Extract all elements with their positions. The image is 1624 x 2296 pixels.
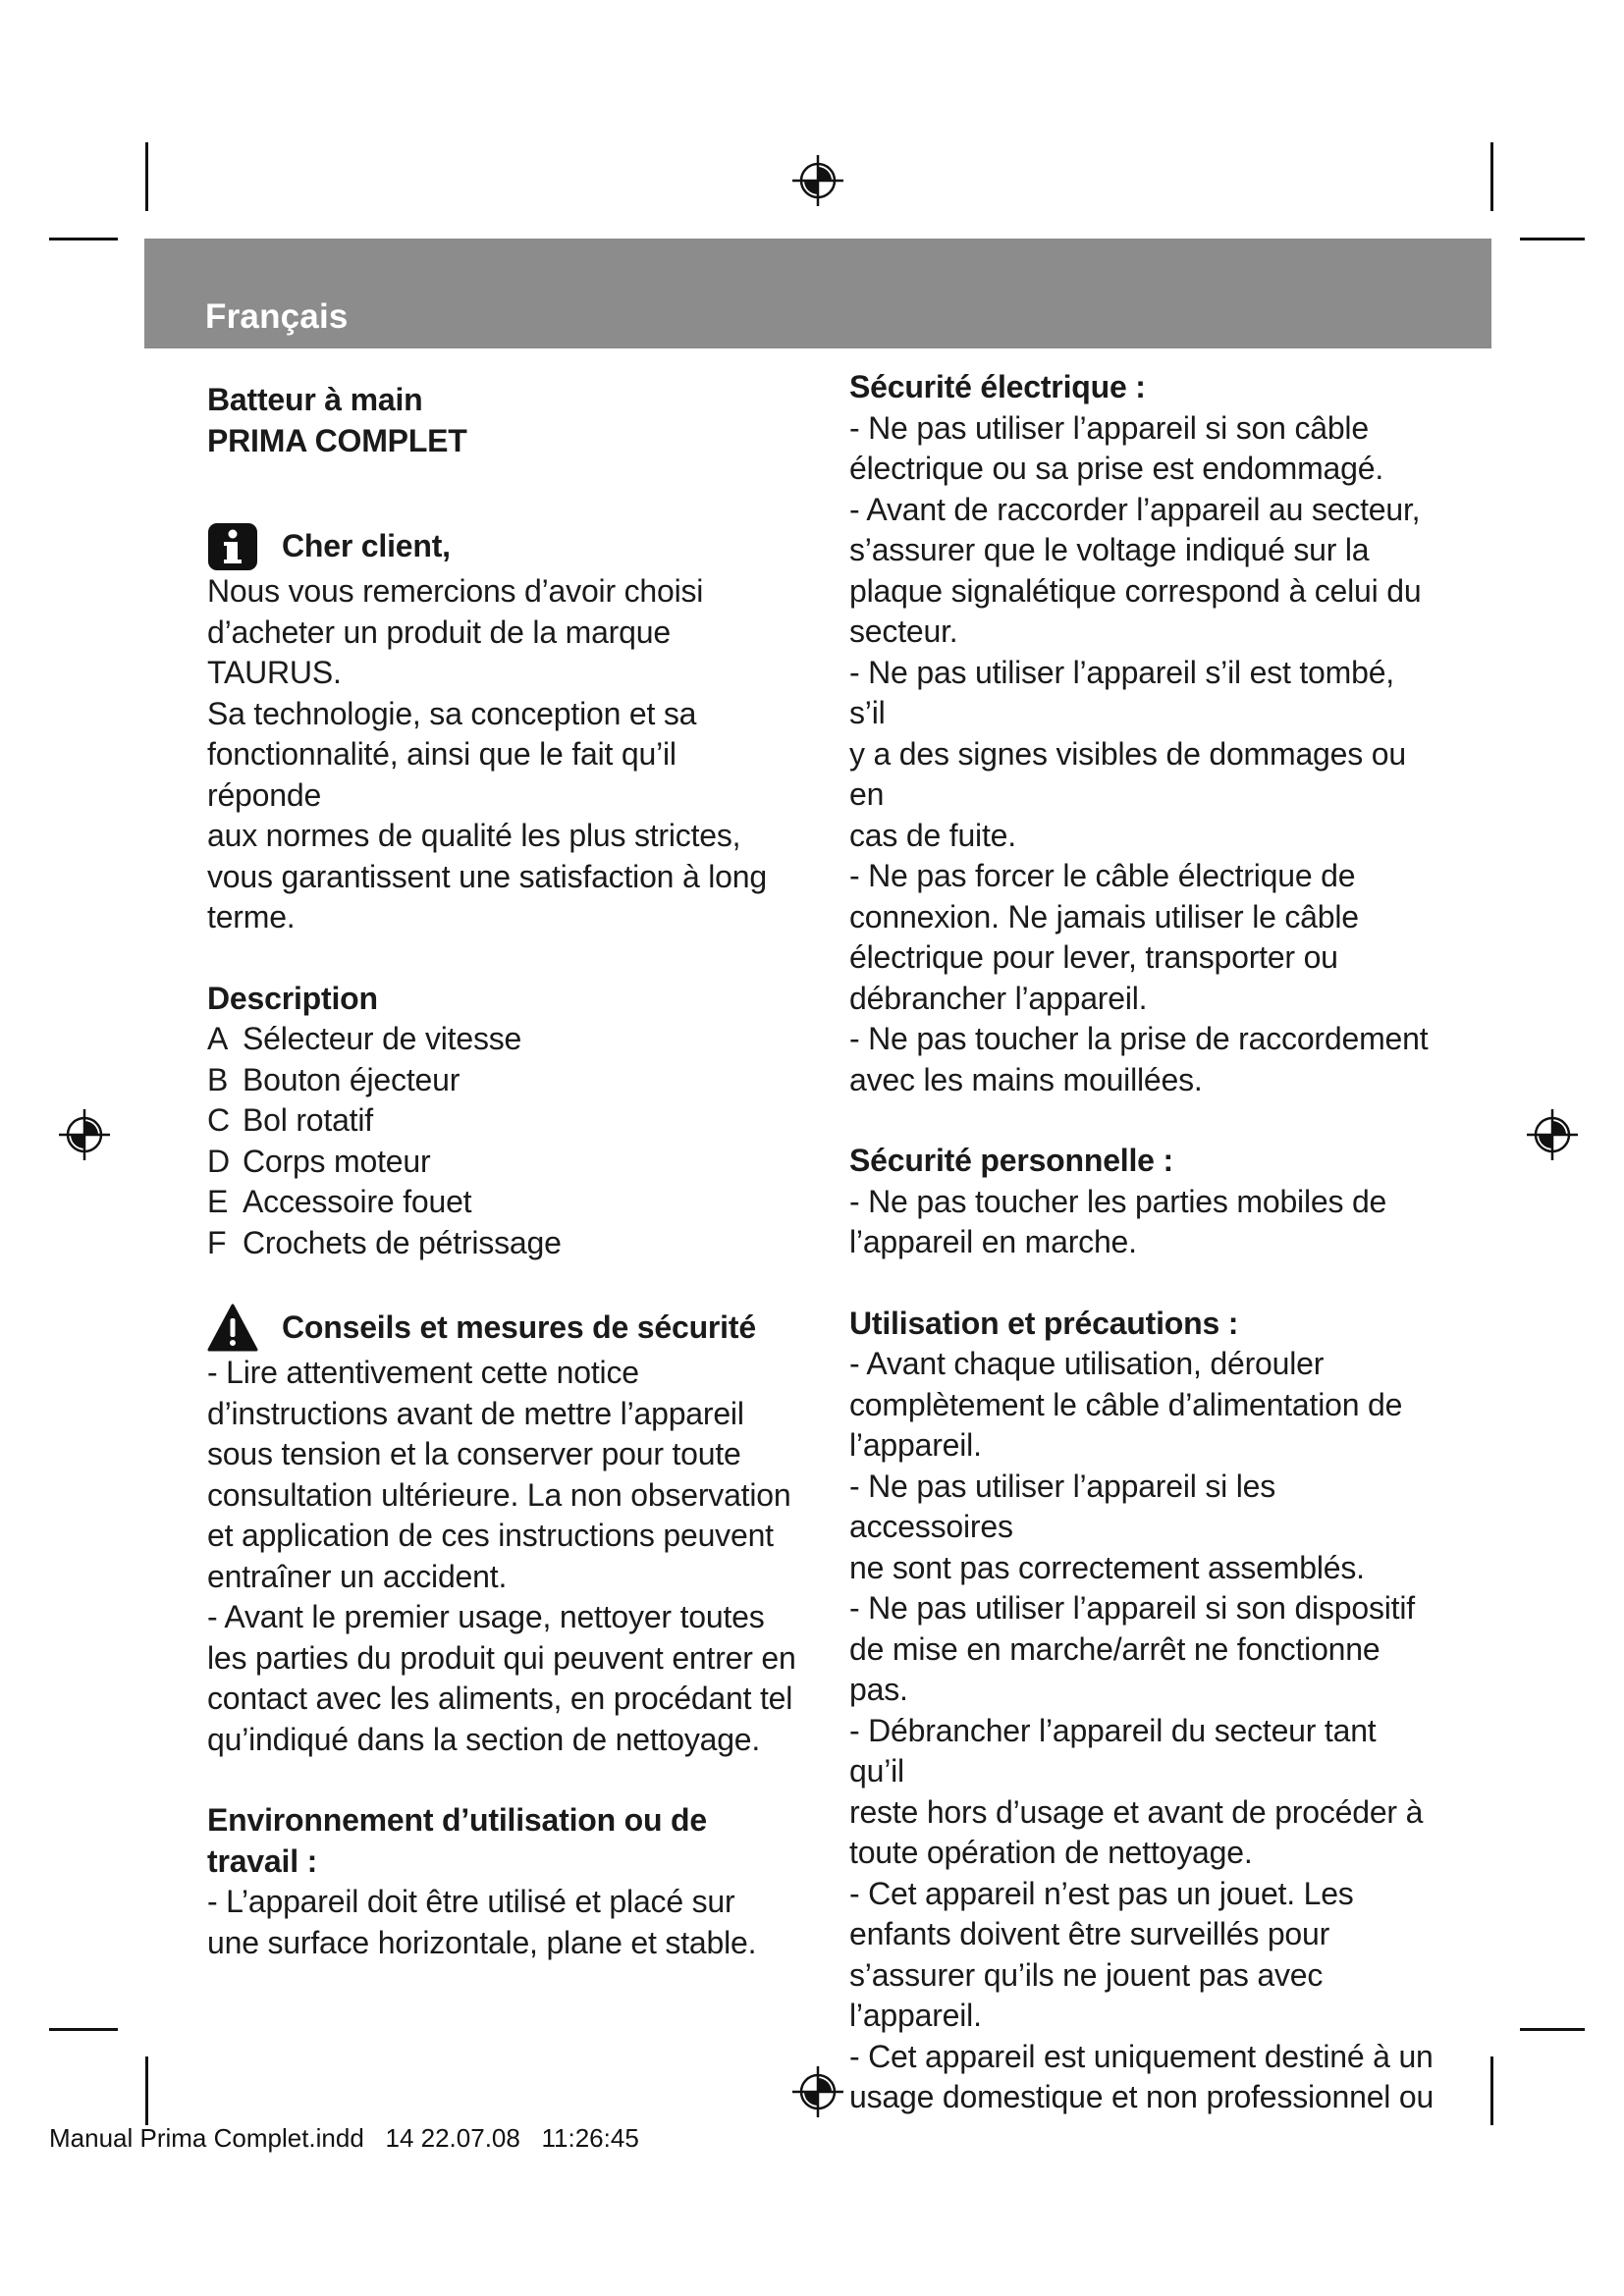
usage-line: l’appareil. — [849, 1998, 982, 2033]
registration-mark-icon-top — [790, 153, 845, 208]
usage-line: s’assurer qu’ils ne jouent pas avec — [849, 1956, 1324, 1993]
electrical-heading: Sécurité électrique : — [849, 369, 1146, 404]
usage-line: usage domestique et non professionnel ou — [849, 2079, 1435, 2114]
electrical-line: s’assurer que le voltage indiqué sur la — [849, 532, 1370, 567]
environment-line: - L’appareil doit être utilisé et placé sur — [207, 1884, 735, 1919]
description-item-letter: D — [207, 1143, 230, 1179]
personal-heading: Sécurité personnelle : — [849, 1143, 1173, 1178]
safety-line: entraîner un accident. — [207, 1558, 508, 1594]
electrical-line: secteur. — [849, 614, 958, 649]
safety-line: consultation ultérieure. La non observation — [207, 1476, 791, 1513]
crop-mark-bottom-left-vertical — [145, 2056, 148, 2125]
description-item — [207, 1142, 796, 1183]
intro-line: vous garantissent une satisfaction à long — [207, 858, 767, 894]
intro-heading: Cher client, — [282, 528, 451, 564]
print-slug: Manual Prima Complet.indd 14 22.07.08 11:26:45 — [49, 2123, 639, 2153]
crop-mark-top-left-horizontal — [49, 238, 118, 240]
crop-mark-top-right-vertical — [1490, 142, 1493, 211]
electrical-line: - Ne pas toucher la prise de raccordement — [849, 1021, 1429, 1056]
description-item — [207, 1019, 796, 1060]
description-item-text: Corps moteur — [243, 1143, 431, 1179]
right-column — [849, 367, 1438, 2118]
environment-line: une surface horizontale, plane et stable. — [207, 1924, 757, 1960]
electrical-line: électrique ou sa prise est endommagé. — [849, 451, 1384, 486]
electrical-line: - Ne pas forcer le câble électrique de — [849, 858, 1356, 893]
safety-line: et application de ces instructions peuvent — [207, 1518, 774, 1553]
intro-line: d’acheter un produit de la marque — [207, 614, 671, 650]
description-item-letter: C — [207, 1102, 230, 1138]
usage-line: - Ne pas utiliser l’appareil si les accessoires — [849, 1468, 1276, 1544]
language-title: Français — [205, 297, 349, 336]
electrical-line: - Avant de raccorder l’appareil au secteur, — [849, 491, 1421, 527]
description-item-letter: F — [207, 1224, 227, 1260]
personal-line: l’appareil en marche. — [849, 1224, 1137, 1259]
warning-icon — [207, 1304, 258, 1353]
description-item-letter: B — [207, 1061, 229, 1097]
crop-mark-top-right-horizontal — [1520, 238, 1585, 240]
intro-line: aux normes de qualité les plus strictes, — [207, 818, 741, 853]
intro-line: fonctionnalité, ainsi que le fait qu’il réponde — [207, 736, 677, 813]
electrical-line: débrancher l’appareil. — [849, 980, 1148, 1016]
safety-line: contact avec les aliments, en procédant tel — [207, 1681, 793, 1716]
usage-line: - Ne pas utiliser l’appareil si son dispositif — [849, 1590, 1415, 1626]
description-item-letter: E — [207, 1184, 229, 1219]
info-icon — [207, 522, 258, 571]
electrical-line: y a des signes visibles de dommages ou en — [849, 735, 1406, 812]
safety-line: qu’indiqué dans la section de nettoyage. — [207, 1721, 761, 1757]
environment-heading: Environnement d’utilisation ou de — [207, 1802, 707, 1838]
left-column — [207, 380, 796, 1963]
personal-line: - Ne pas toucher les parties mobiles de — [849, 1183, 1387, 1219]
environment-heading: travail : — [207, 1842, 318, 1879]
usage-line: enfants doivent être surveillés pour — [849, 1916, 1330, 1951]
intro-heading-row — [207, 522, 796, 571]
intro-line: terme. — [207, 899, 296, 934]
safety-line: d’instructions avant de mettre l’appareil — [207, 1395, 744, 1431]
product-name-line1: Batteur à main — [207, 382, 423, 417]
product-name-line2: PRIMA COMPLET — [207, 422, 467, 458]
safety-line: les parties du produit qui peuvent entrer en — [207, 1639, 796, 1676]
description-item — [207, 1100, 796, 1142]
registration-mark-icon-right — [1525, 1107, 1580, 1162]
electrical-line: cas de fuite. — [849, 817, 1016, 853]
electrical-line: connexion. Ne jamais utiliser le câble — [849, 898, 1359, 934]
usage-line: - Cet appareil est uniquement destiné à un — [849, 2038, 1434, 2074]
registration-mark-icon-left — [57, 1107, 112, 1162]
safety-line: - Avant le premier usage, nettoyer toutes — [207, 1599, 765, 1634]
usage-line: complètement le câble d’alimentation de — [849, 1386, 1403, 1422]
description-heading: Description — [207, 980, 378, 1016]
description-item-text: Accessoire fouet — [243, 1184, 472, 1219]
usage-line: - Cet appareil n’est pas un jouet. Les — [849, 1875, 1354, 1911]
intro-line: Sa technologie, sa conception et sa — [207, 695, 697, 731]
description-item — [207, 1223, 796, 1264]
description-item — [207, 1182, 796, 1223]
description-item-text: Bouton éjecteur — [243, 1061, 460, 1097]
electrical-line: - Ne pas utiliser l’appareil s’il est tombé, s’il — [849, 654, 1394, 730]
description-item-letter: A — [207, 1021, 229, 1056]
usage-line: - Avant chaque utilisation, dérouler — [849, 1346, 1325, 1381]
usage-line: - Débrancher l’appareil du secteur tant qu’il — [849, 1712, 1377, 1789]
crop-mark-bottom-right-horizontal — [1520, 2028, 1585, 2031]
safety-line: - Lire attentivement cette notice — [207, 1355, 639, 1390]
description-item-text: Bol rotatif — [243, 1102, 373, 1138]
safety-heading-row — [207, 1304, 796, 1353]
description-item-text: Sélecteur de vitesse — [243, 1021, 522, 1056]
usage-line: ne sont pas correctement assemblés. — [849, 1549, 1365, 1585]
safety-line: sous tension et la conserver pour toute — [207, 1436, 741, 1471]
crop-mark-bottom-right-vertical — [1490, 2056, 1493, 2125]
electrical-line: - Ne pas utiliser l’appareil si son câble — [849, 409, 1369, 446]
safety-heading: Conseils et mesures de sécurité — [282, 1309, 756, 1346]
usage-line: l’appareil. — [849, 1427, 982, 1463]
usage-line: de mise en marche/arrêt ne fonctionne pas. — [849, 1630, 1380, 1707]
usage-line: reste hors d’usage et avant de procéder à — [849, 1793, 1424, 1830]
language-header-band — [144, 239, 1491, 348]
crop-mark-bottom-left-horizontal — [49, 2028, 118, 2031]
intro-line: Nous vous remercions d’avoir choisi — [207, 573, 704, 609]
usage-line: toute opération de nettoyage. — [849, 1835, 1253, 1870]
registration-mark-icon-bottom — [790, 2064, 845, 2119]
electrical-line: électrique pour lever, transporter ou — [849, 939, 1338, 975]
intro-line: TAURUS. — [207, 655, 342, 690]
electrical-line: avec les mains mouillées. — [849, 1061, 1203, 1097]
description-item-text: Crochets de pétrissage — [243, 1224, 562, 1260]
usage-heading: Utilisation et précautions : — [849, 1305, 1239, 1341]
description-item — [207, 1060, 796, 1101]
electrical-line: plaque signalétique correspond à celui du — [849, 572, 1422, 609]
crop-mark-top-left-vertical — [145, 142, 148, 211]
